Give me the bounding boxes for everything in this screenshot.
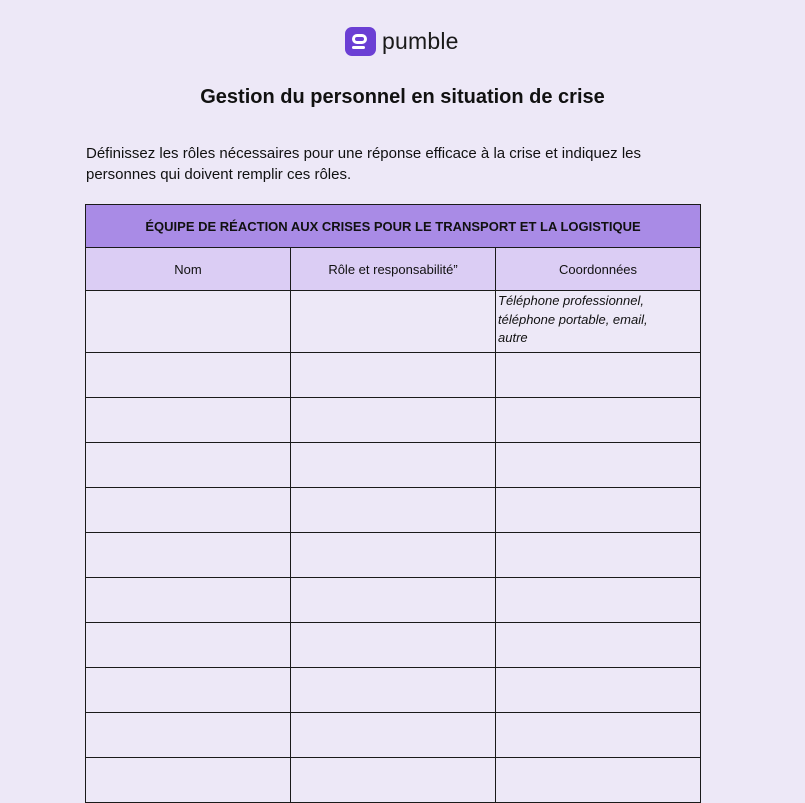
name-cell[interactable] xyxy=(86,353,291,398)
contact-cell[interactable] xyxy=(496,291,701,353)
table-row xyxy=(86,533,701,578)
name-cell[interactable] xyxy=(86,291,291,353)
column-header-nom: Nom xyxy=(86,248,291,291)
table-row xyxy=(86,398,701,443)
role-cell[interactable] xyxy=(291,758,496,803)
intro-paragraph: Définissez les rôles nécessaires pour une réponse efficace à la crise et indiquez les personnes qui doivent remplir ces rôles. xyxy=(86,145,642,183)
page-title: Gestion du personnel en situation de crise xyxy=(200,86,605,108)
table-row xyxy=(86,578,701,623)
table-row xyxy=(86,623,701,668)
contact-cell[interactable] xyxy=(496,488,701,533)
crisis-team-table xyxy=(85,204,701,803)
table-row xyxy=(86,668,701,713)
logo-text: pumble xyxy=(382,28,459,54)
column-header-coordonnees: Coordonnées xyxy=(496,248,701,291)
contact-cell[interactable] xyxy=(496,398,701,443)
contact-cell[interactable] xyxy=(496,533,701,578)
role-cell[interactable] xyxy=(291,578,496,623)
role-cell[interactable] xyxy=(291,443,496,488)
name-cell[interactable] xyxy=(86,758,291,803)
name-cell[interactable] xyxy=(86,533,291,578)
contact-cell[interactable] xyxy=(496,623,701,668)
role-cell[interactable] xyxy=(291,353,496,398)
table-row xyxy=(86,353,701,398)
pumble-logo-icon xyxy=(345,27,376,56)
name-cell[interactable] xyxy=(86,668,291,713)
pumble-logo xyxy=(345,27,459,56)
role-cell[interactable] xyxy=(291,291,496,353)
table-row xyxy=(86,488,701,533)
role-cell[interactable] xyxy=(291,713,496,758)
role-cell[interactable] xyxy=(291,533,496,578)
table-row xyxy=(86,758,701,803)
table-row xyxy=(86,443,701,488)
name-cell[interactable] xyxy=(86,488,291,533)
contact-cell[interactable] xyxy=(496,758,701,803)
contact-cell[interactable] xyxy=(496,713,701,758)
contact-cell[interactable] xyxy=(496,578,701,623)
role-cell[interactable] xyxy=(291,668,496,713)
contact-cell[interactable] xyxy=(496,668,701,713)
name-cell[interactable] xyxy=(86,443,291,488)
table-title: ÉQUIPE DE RÉACTION AUX CRISES POUR LE TRANSPORT ET LA LOGISTIQUE xyxy=(86,205,701,248)
contact-cell[interactable] xyxy=(496,353,701,398)
role-cell[interactable] xyxy=(291,398,496,443)
role-cell[interactable] xyxy=(291,488,496,533)
name-cell[interactable] xyxy=(86,578,291,623)
contact-hint: Téléphone professionnel, téléphone portable, email, autre xyxy=(498,293,648,345)
table-row xyxy=(86,713,701,758)
name-cell[interactable] xyxy=(86,623,291,668)
column-header-role: Rôle et responsabilité” xyxy=(291,248,496,291)
table-row xyxy=(86,291,701,353)
name-cell[interactable] xyxy=(86,398,291,443)
contact-cell[interactable] xyxy=(496,443,701,488)
name-cell[interactable] xyxy=(86,713,291,758)
role-cell[interactable] xyxy=(291,623,496,668)
